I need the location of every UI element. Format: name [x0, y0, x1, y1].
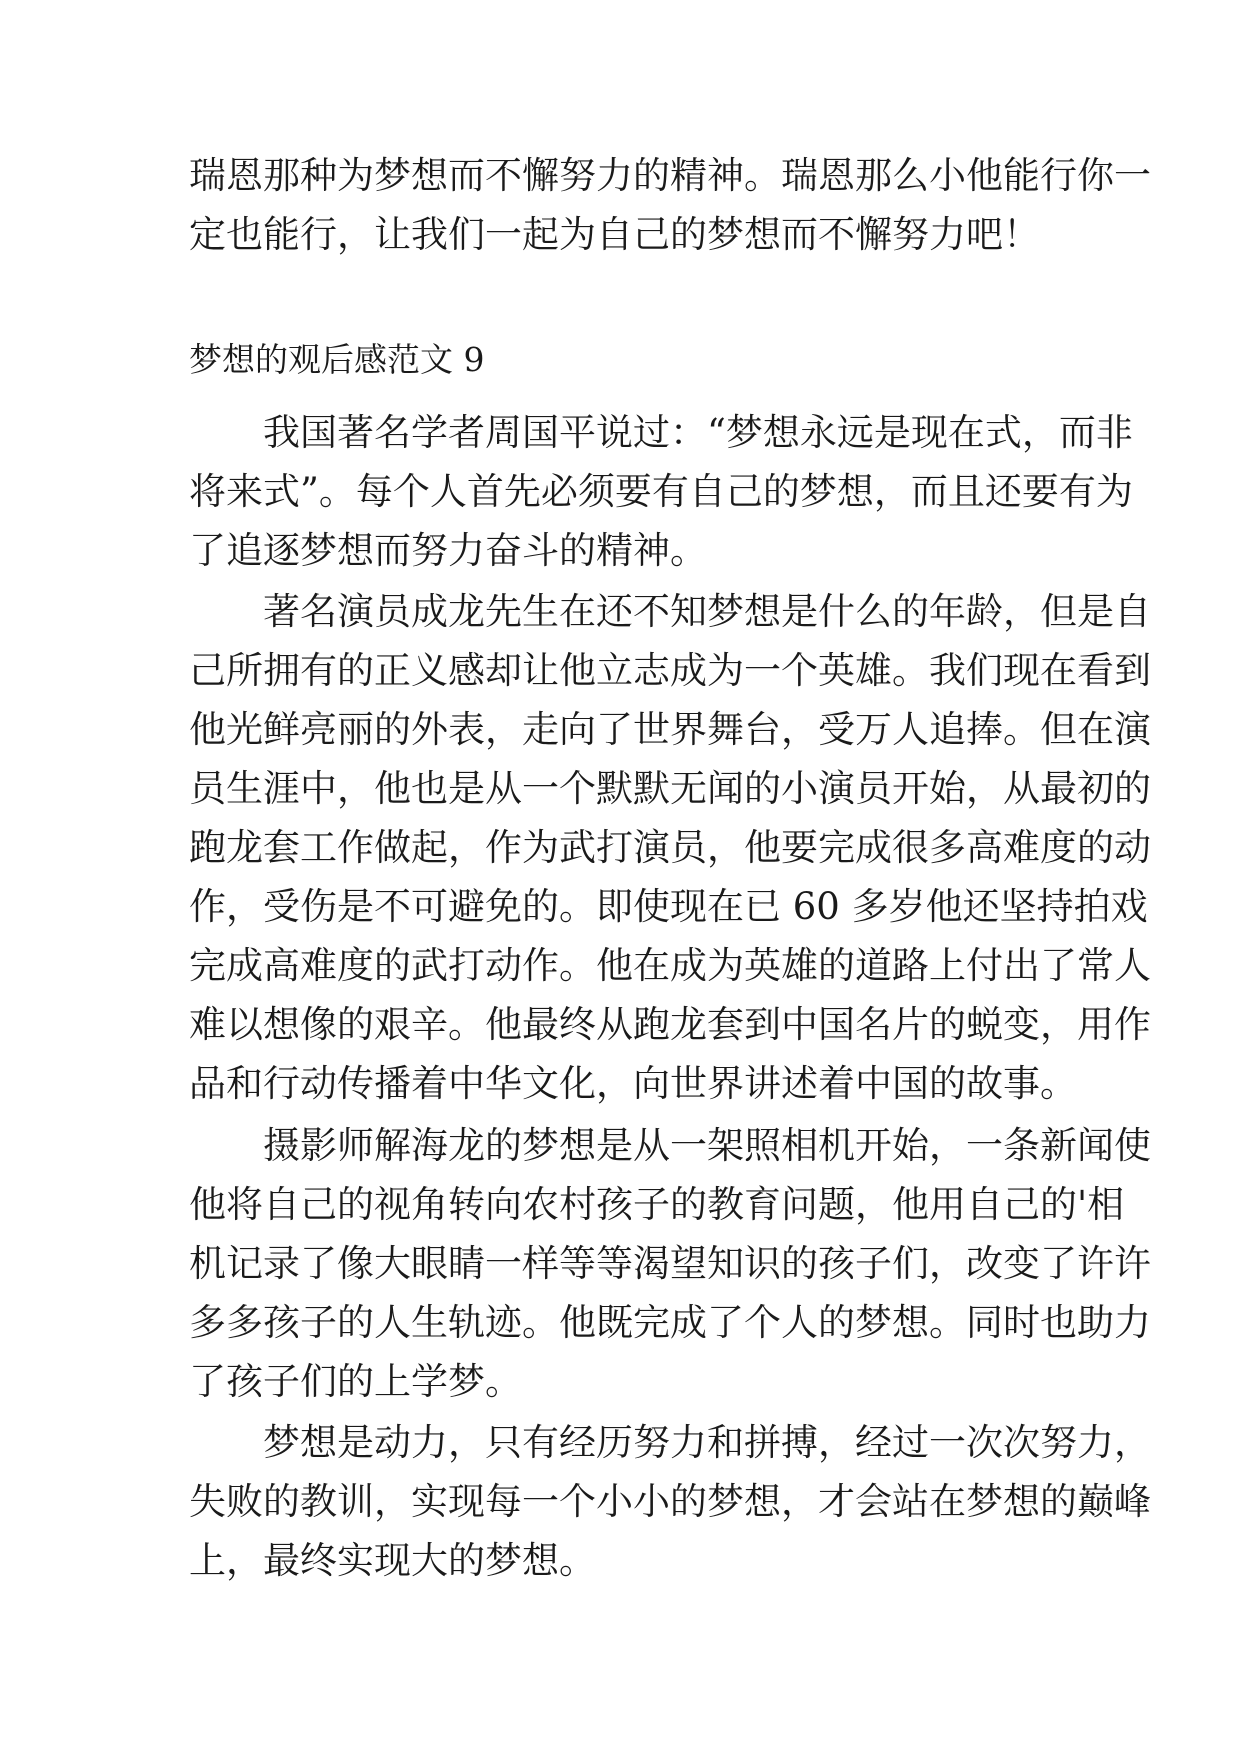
paragraph-line: 了追逐梦想而努力奋斗的精神。: [189, 529, 707, 572]
paragraph-line: 品和行动传播着中华文化，向世界讲述着中国的故事。: [189, 1062, 1077, 1105]
paragraph-line: 他将自己的视角转向农村孩子的教育问题，他用自己的'相: [189, 1183, 1125, 1226]
paragraph-line: 定也能行，让我们一起为自己的梦想而不懈努力吧！: [189, 213, 1040, 256]
section-title: 梦想的观后感范文 9: [189, 340, 485, 379]
paragraph-2: [189, 582, 1151, 1113]
paragraph-line: 跑龙套工作做起，作为武打演员，他要完成很多高难度的动: [189, 826, 1151, 869]
paragraph-line: 己所拥有的正义感却让他立志成为一个英雄。我们现在看到: [189, 649, 1151, 692]
paragraph-line: 我国著名学者周国平说过：“梦想永远是现在式，而非: [263, 411, 1133, 454]
paragraph-line: 机记录了像大眼睛一样等等渴望知识的孩子们，改变了许许: [189, 1242, 1151, 1285]
paragraph-line: 将来式”。每个人首先必须要有自己的梦想，而且还要有为: [189, 470, 1133, 513]
paragraph-line: 员生涯中，他也是从一个默默无闻的小演员开始，从最初的: [189, 767, 1151, 810]
paragraph-line: 上，最终实现大的梦想。: [189, 1539, 596, 1582]
paragraph-4: [189, 1413, 1151, 1590]
paragraph-line: 难以想像的艰辛。他最终从跑龙套到中国名片的蜕变，用作: [189, 1003, 1151, 1046]
paragraph-line: 摄影师解海龙的梦想是从一架照相机开始，一条新闻使: [263, 1124, 1151, 1167]
paragraph-line: 完成高难度的武打动作。他在成为英雄的道路上付出了常人: [189, 944, 1151, 987]
paragraph-line: 作，受伤是不可避免的。即使现在已 60 多岁他还坚持拍戏: [189, 885, 1148, 928]
paragraph-line: 梦想是动力，只有经历努力和拼搏，经过一次次努力，: [263, 1421, 1151, 1464]
paragraph-line: 多多孩子的人生轨迹。他既完成了个人的梦想。同时也助力: [189, 1301, 1151, 1344]
top-paragraph: [189, 146, 1151, 264]
paragraph-line: 失败的教训，实现每一个小小的梦想，才会站在梦想的巅峰: [189, 1480, 1151, 1523]
paragraph-line: 著名演员成龙先生在还不知梦想是什么的年龄，但是自: [263, 590, 1151, 633]
paragraph-1: [189, 403, 1133, 580]
paragraph-3: [189, 1116, 1151, 1411]
paragraph-line: 瑞恩那种为梦想而不懈努力的精神。瑞恩那么小他能行你一: [189, 154, 1151, 197]
paragraph-line: 了孩子们的上学梦。: [189, 1360, 522, 1403]
paragraph-line: 他光鲜亮丽的外表，走向了世界舞台，受万人追捧。但在演: [189, 708, 1151, 751]
